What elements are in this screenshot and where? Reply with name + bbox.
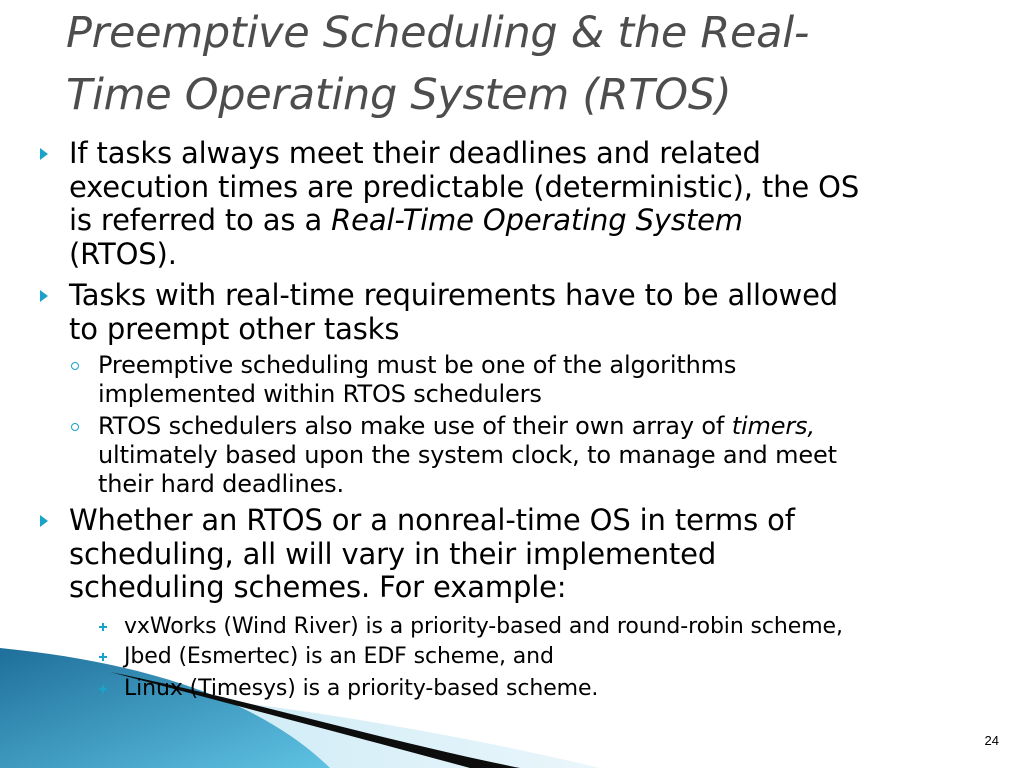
sub-bullet-2-1-line-1: Preemptive scheduling must be one of the algorithms bbox=[98, 351, 737, 379]
title-line-1: Preemptive Scheduling & the Real- bbox=[66, 8, 810, 58]
sub-bullet-2-2-line-3: their hard deadlines. bbox=[98, 470, 345, 498]
sub-bullet-2-2 bbox=[98, 412, 837, 499]
bullet-2-line-1: Tasks with real-time requirements have to be allowed bbox=[69, 278, 839, 312]
bullet-2-line-2: to preempt other tasks bbox=[69, 311, 400, 346]
bullet-1-line-1: If tasks always meet their deadlines and related bbox=[69, 136, 761, 170]
bullet-1-line-3-prefix: is referred to as a bbox=[69, 203, 332, 237]
timers-term: timers, bbox=[731, 412, 815, 440]
bullet-1-line-2: execution times are predictable (deterministic), the OS bbox=[69, 169, 860, 204]
bullet-arrow-icon bbox=[40, 148, 48, 160]
bullet-1 bbox=[69, 137, 859, 271]
sub-bullet-2-2-line-1 bbox=[98, 412, 837, 441]
bullet-1-line-4: (RTOS). bbox=[69, 236, 177, 271]
sub-bullet-2-1 bbox=[98, 351, 736, 409]
bullet-1-line-3 bbox=[69, 204, 859, 238]
sub-bullet-2-1-line-2: implemented within RTOS schedulers bbox=[98, 380, 542, 408]
page-number: 24 bbox=[984, 733, 999, 748]
example-item: vxWorks (Wind River) is a priority-based and round-robin scheme, bbox=[124, 614, 843, 639]
sub-bullet-2-2-prefix: RTOS schedulers also make use of their own array of bbox=[98, 412, 732, 440]
sub-bullet-2-2-line-2: ultimately based upon the system clock, to manage and meet bbox=[98, 441, 837, 469]
bullet-3-line-2: scheduling, all will vary in their implemented bbox=[69, 536, 717, 571]
example-item: Linux (Timesys) is a priority-based scheme. bbox=[124, 676, 599, 701]
example-item: Jbed (Esmertec) is an EDF scheme, and bbox=[124, 644, 554, 669]
bullet-3-line-1: Whether an RTOS or a nonreal-time OS in terms of bbox=[69, 503, 795, 537]
bullet-3 bbox=[69, 504, 795, 605]
circle-bullet-icon bbox=[71, 423, 79, 431]
bullet-3-line-3: scheduling schemes. For example: bbox=[69, 570, 567, 604]
title-line-2: Time Operating System (RTOS) bbox=[66, 70, 732, 120]
bullet-arrow-icon bbox=[40, 290, 48, 302]
rtos-term: Real-Time Operating System bbox=[331, 203, 743, 237]
bullet-arrow-icon bbox=[40, 515, 48, 527]
circle-bullet-icon bbox=[71, 362, 79, 370]
bullet-2 bbox=[69, 279, 838, 346]
